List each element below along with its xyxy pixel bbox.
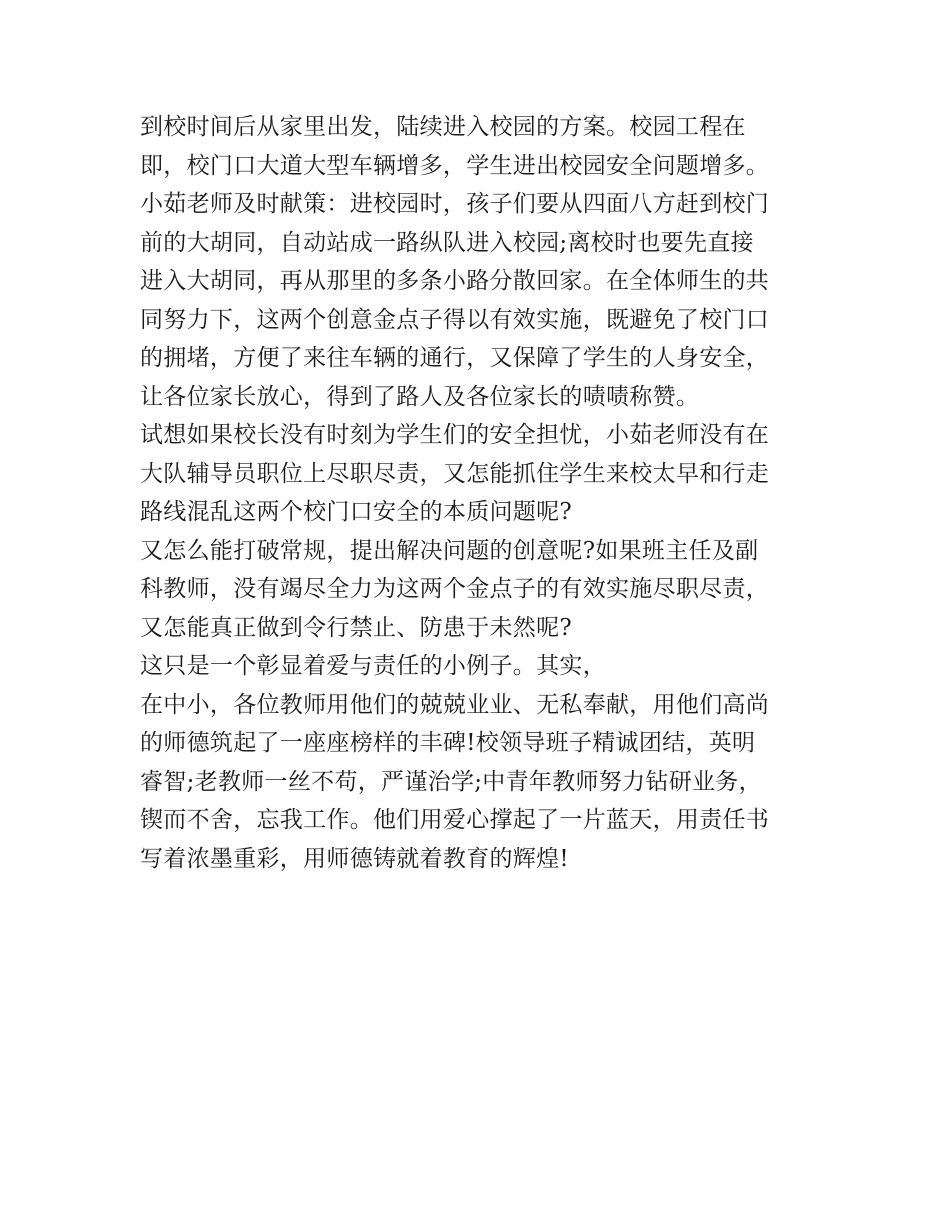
text-line: 试想如果校长没有时刻为学生们的安全担忧，小茹老师没有在 xyxy=(140,422,770,448)
text-line: 即，校门口大道大型车辆增多，学生进出校园安全问题增多。 xyxy=(140,152,770,179)
text-line: 大队辅导员职位上尽职尽责，又怎能抓住学生来校太早和行走 xyxy=(140,460,770,487)
text-line: 又怎能真正做到令行禁止、防患于未然呢? xyxy=(140,614,573,641)
text-line: 路线混乱这两个校门口安全的本质问题呢? xyxy=(140,499,573,525)
text-line: 的师德筑起了一座座榜样的丰碑!校领导班子精诚团结，英明 xyxy=(140,730,756,756)
text-line: 锲而不舍，忘我工作。他们用爱心撑起了一片蓝天，用责任书 xyxy=(140,807,770,833)
text-line: 前的大胡同，自动站成一路纵队进入校园;离校时也要先直接 xyxy=(140,229,754,256)
text-line: 睿智;老教师一丝不苟，严谨治学;中青年教师努力钻研业务， xyxy=(140,768,762,795)
text-line: 又怎么能打破常规，提出解决问题的创意呢?如果班主任及副 xyxy=(140,537,759,564)
text-line: 在中小，各位教师用他们的兢兢业业、无私奉献，用他们高尚 xyxy=(140,691,770,718)
text-line: 科教师，没有竭尽全力为这两个金点子的有效实施尽职尽责， xyxy=(140,576,770,602)
body-text xyxy=(140,108,820,878)
text-line: 的拥堵，方便了来往车辆的通行，又保障了学生的人身安全， xyxy=(140,345,770,371)
text-line: 进入大胡同，再从那里的多条小路分散回家。在全体师生的共 xyxy=(140,268,770,294)
text-line: 同努力下，这两个创意金点子得以有效实施，既避免了校门口 xyxy=(140,306,770,333)
text-line: 小茹老师及时献策：进校园时，孩子们要从四面八方赶到校门 xyxy=(140,191,770,217)
text-line: 这只是一个彰显着爱与责任的小例子。其实， xyxy=(140,653,606,679)
text-line: 到校时间后从家里出发，陆续进入校园的方案。校园工程在 xyxy=(140,114,746,140)
text-line: 写着浓墨重彩，用师德铸就着教育的辉煌! xyxy=(140,845,569,872)
text-line: 让各位家长放心，得到了路人及各位家长的啧啧称赞。 xyxy=(140,383,700,410)
